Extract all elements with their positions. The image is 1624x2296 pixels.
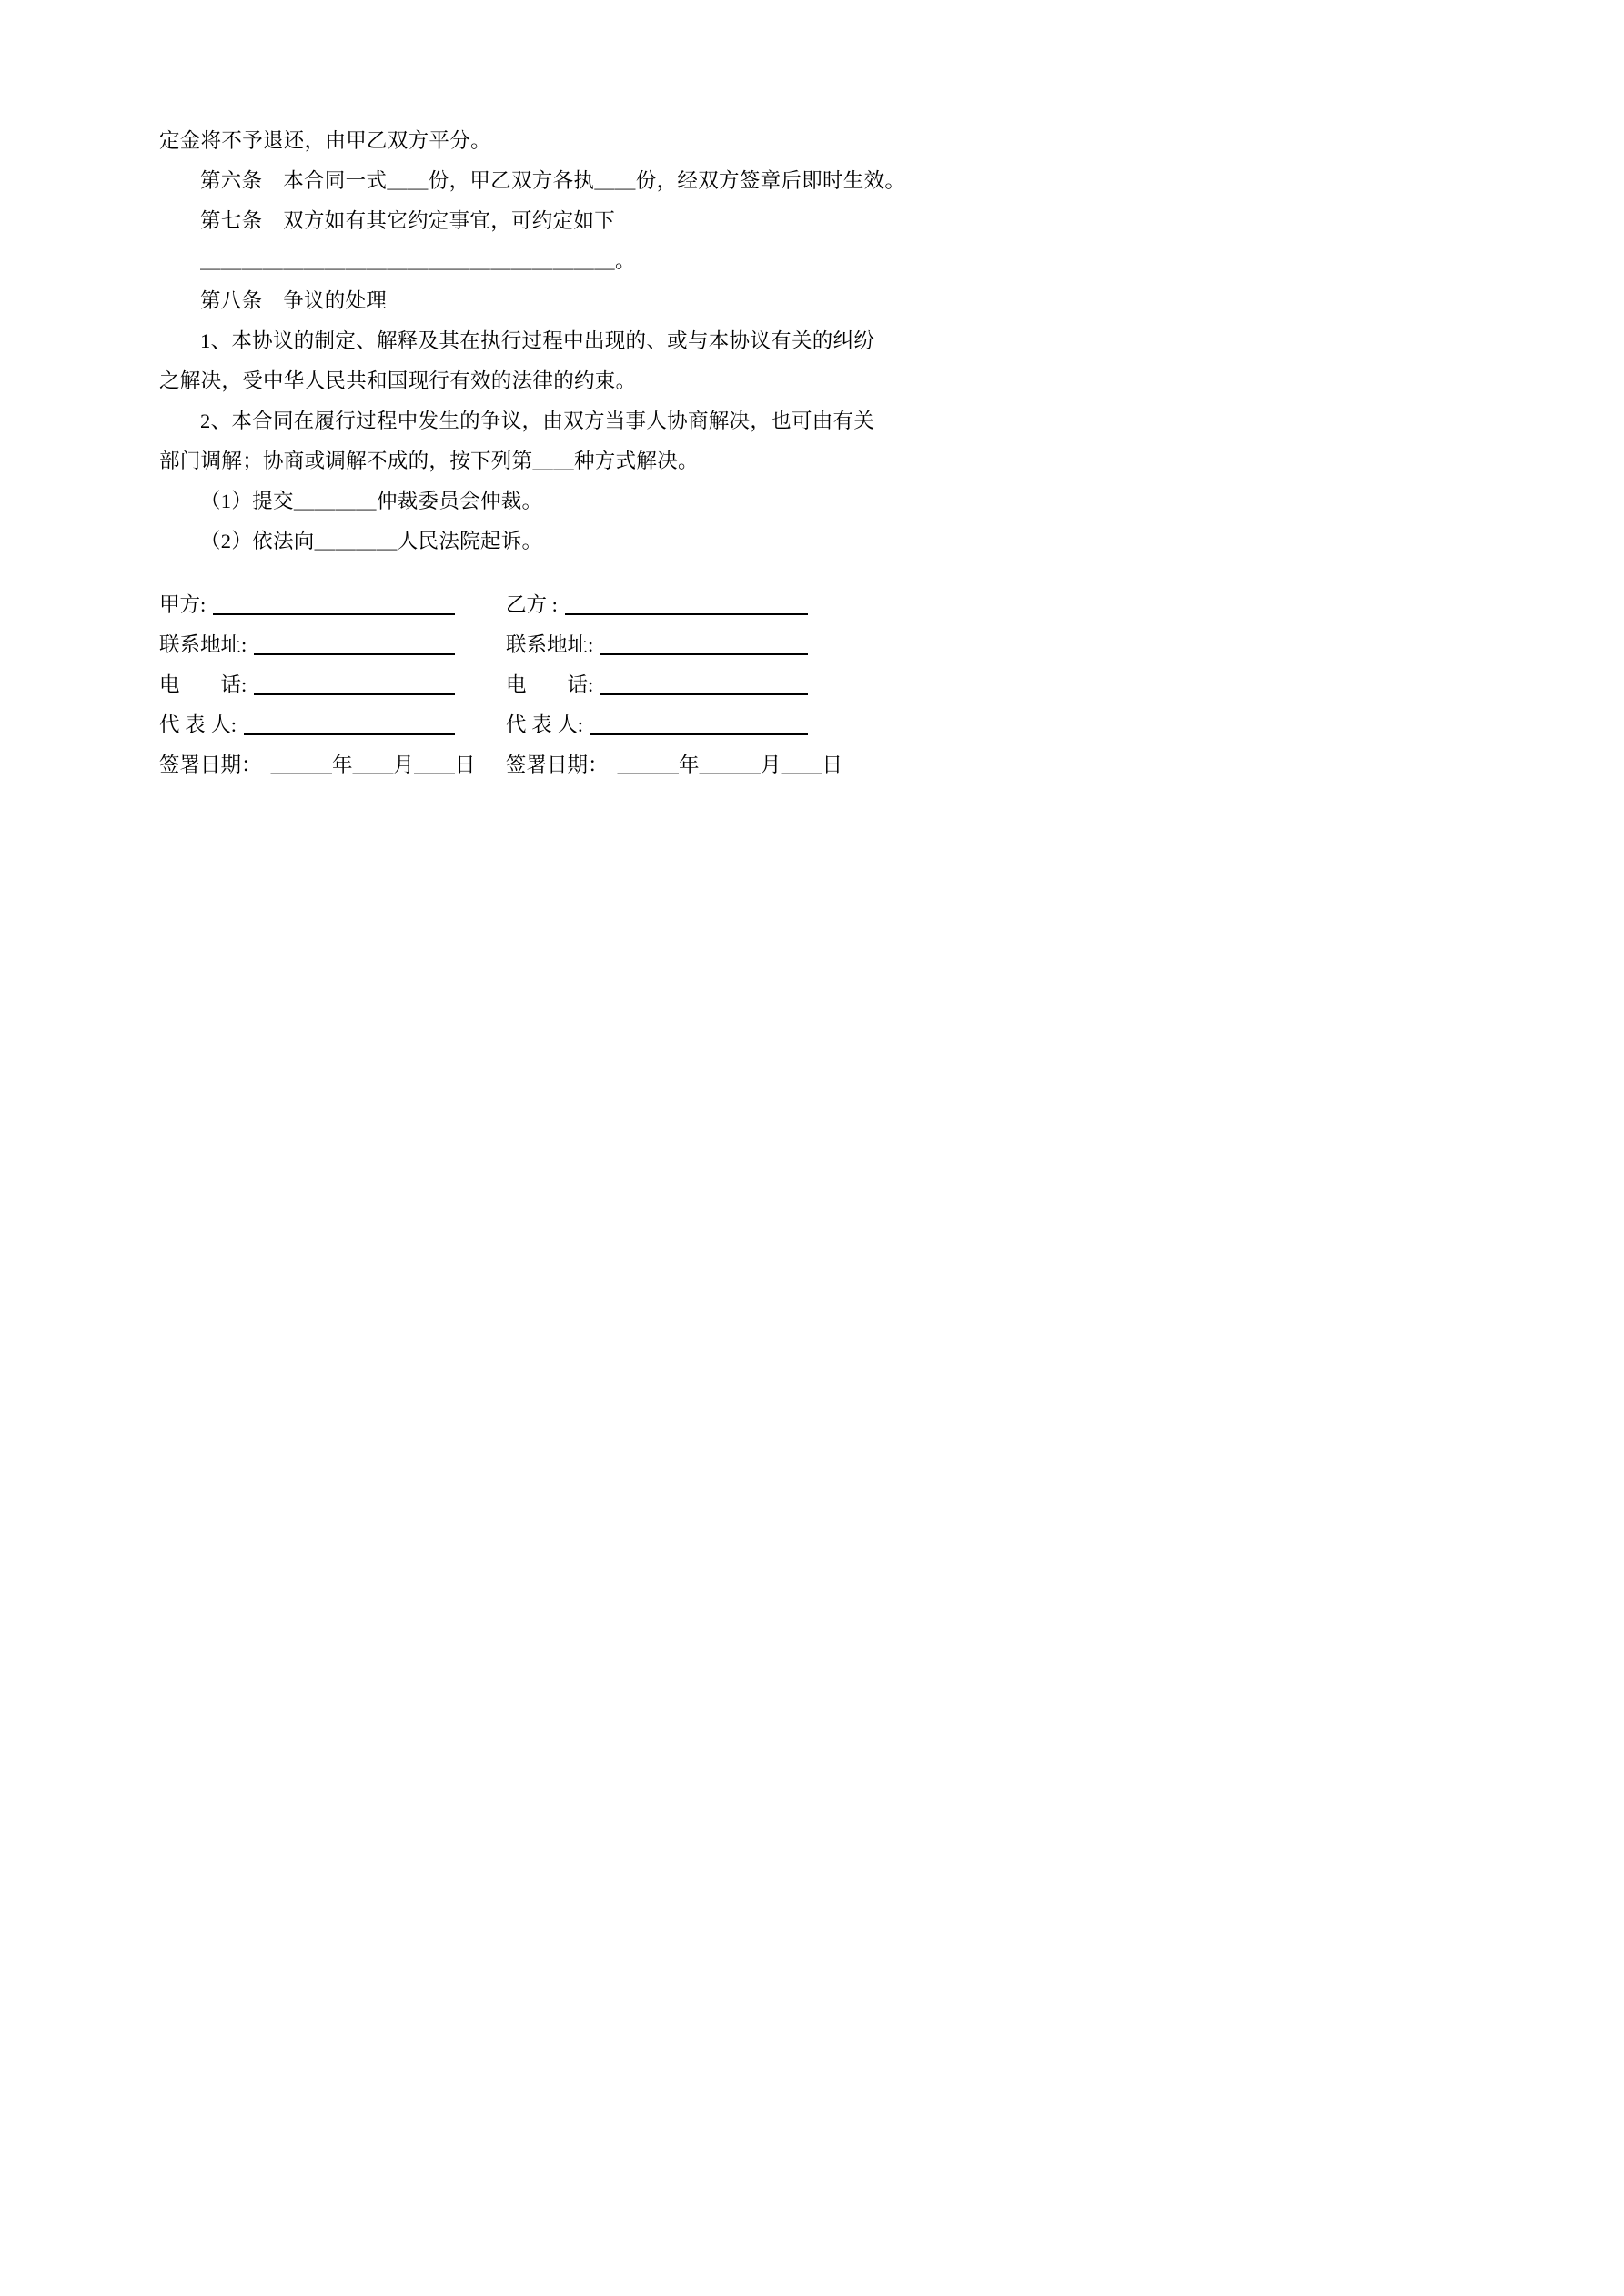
clause-8-heading: 第八条 争议的处理	[200, 289, 388, 312]
party-a-date-label: 签署日期：	[159, 754, 262, 776]
signature-block	[159, 585, 1233, 785]
clause-8-item-2-continuation: 部门调解；协商或调解不成的，按下列第＿＿种方式解决。	[159, 450, 699, 472]
party-a-phone-blank	[254, 665, 455, 695]
party-a-address-label: 联系地址:	[159, 633, 247, 656]
party-b-address-label: 联系地址:	[506, 633, 594, 656]
party-b-phone-blank	[600, 665, 808, 695]
party-b-signature-column	[506, 585, 843, 785]
party-a-name-blank	[213, 585, 455, 615]
party-b-representative-label: 代 表 人:	[506, 713, 584, 736]
court-option-line: （2）依法向＿＿＿＿人民法院起诉。	[200, 530, 543, 552]
paragraph-line: 定金将不予退还，由甲乙双方平分。	[159, 129, 491, 152]
clause-7-blank-line: ＿＿＿＿＿＿＿＿＿＿＿＿＿＿＿＿＿＿＿＿。	[200, 249, 636, 272]
party-a-name-label: 甲方:	[159, 593, 207, 616]
clause-8-item-2-line: 2、本合同在履行过程中发生的争议，由双方当事人协商解决，也可由有关	[200, 410, 875, 432]
party-b-date-value: ＿＿＿年＿＿＿月＿＿日	[617, 754, 843, 776]
party-a-representative-label: 代 表 人:	[159, 713, 237, 736]
party-a-name-row	[159, 585, 455, 625]
clause-8-item-1-continuation: 之解决，受中华人民共和国现行有效的法律的约束。	[159, 369, 637, 392]
party-a-address-blank	[254, 625, 455, 655]
party-a-address-row	[159, 625, 455, 665]
party-b-address-row	[506, 625, 808, 665]
party-b-phone-label: 电 话:	[506, 673, 594, 696]
arbitration-option-line: （1）提交＿＿＿＿仲裁委员会仲裁。	[200, 490, 543, 512]
party-b-phone-row	[506, 665, 808, 705]
clause-7-line: 第七条 双方如有其它约定事宜，可约定如下	[200, 209, 616, 232]
party-b-name-blank	[565, 585, 808, 615]
contract-body	[159, 121, 1233, 785]
party-b-date-row	[506, 745, 843, 785]
clause-6-line: 第六条 本合同一式＿＿份，甲乙双方各执＿＿份，经双方签章后即时生效。	[200, 169, 906, 192]
party-a-signature-column	[159, 585, 476, 785]
party-a-phone-label: 电 话:	[159, 673, 247, 696]
party-b-name-label: 乙方 :	[506, 593, 558, 616]
party-a-representative-row	[159, 705, 455, 745]
party-b-address-blank	[600, 625, 808, 655]
party-b-representative-blank	[590, 705, 808, 735]
party-a-date-row	[159, 745, 476, 785]
clause-8-item-1-line: 1、本协议的制定、解释及其在执行过程中出现的、或与本协议有关的纠纷	[200, 329, 875, 352]
party-b-name-row	[506, 585, 808, 625]
party-a-date-value: ＿＿＿年＿＿月＿＿日	[270, 754, 476, 776]
party-b-date-label: 签署日期：	[506, 754, 609, 776]
party-a-phone-row	[159, 665, 455, 705]
party-a-representative-blank	[244, 705, 455, 735]
party-b-representative-row	[506, 705, 808, 745]
